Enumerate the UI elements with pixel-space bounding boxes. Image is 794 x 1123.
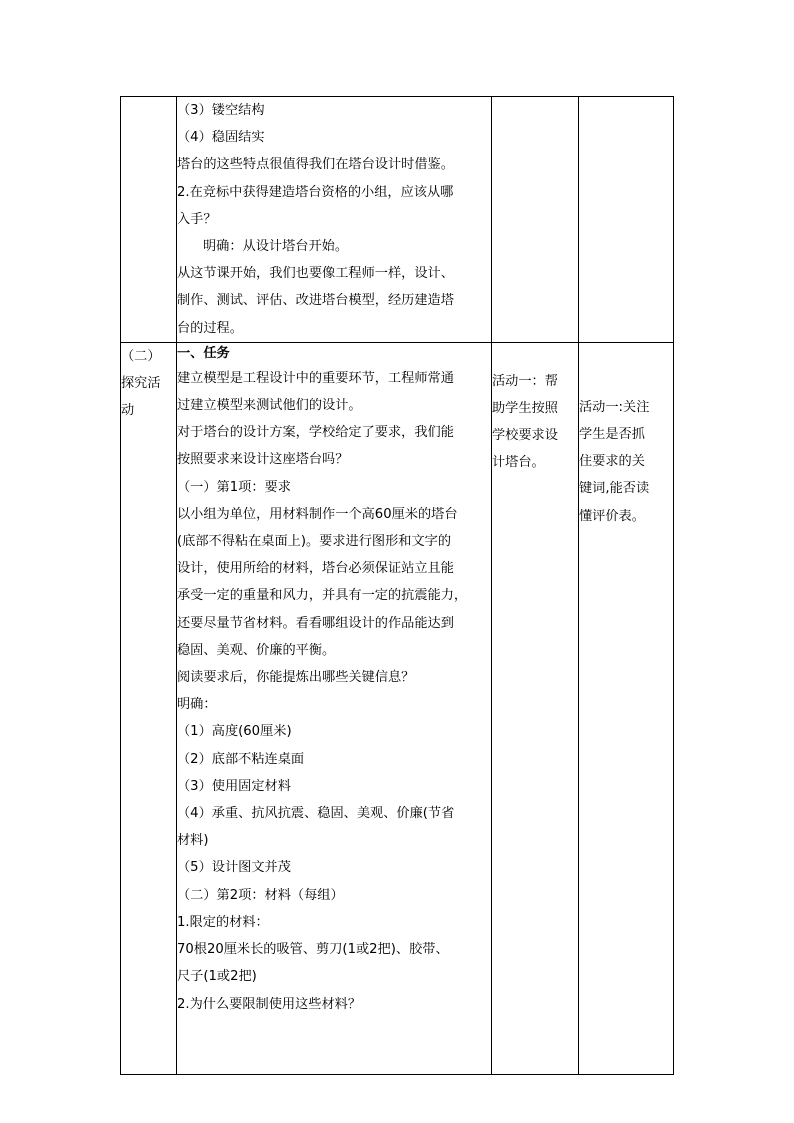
teacher-activity-cell [492, 97, 579, 343]
content-line: 对于塔台的设计方案，学校给定了要求，我们能 [177, 425, 454, 441]
content-line: 明确：从设计塔台开始。 [203, 239, 349, 255]
evaluation-line: 键词,能否读 [579, 481, 650, 497]
content-line: 从这节课开始，我们也要像工程师一样，设计、 [177, 266, 454, 282]
stage-label: 动 [121, 403, 135, 419]
teacher-activity-line: 活动一：帮 [492, 373, 558, 389]
content-line: 材料) [177, 833, 209, 849]
content-line: （4）稳固结实 [177, 130, 265, 146]
content-line: 建立模型是工程设计中的重要环节，工程师常通 [177, 370, 454, 386]
content-line: 制作、测试、评估、改进塔台模型，经历建造塔 [177, 293, 454, 309]
content-line: 入手？ [177, 211, 217, 227]
evaluation-line: 活动一:关注 [579, 399, 650, 415]
teacher-activity-cell [492, 342, 579, 1074]
stage-cell [121, 97, 177, 343]
evaluation-cell [579, 97, 674, 343]
content-line: （3）镂空结构 [177, 103, 265, 118]
section-heading: 一、任务 [177, 345, 230, 361]
content-line: 明确： [177, 697, 217, 713]
teacher-activity-line: 计塔台。 [492, 455, 545, 471]
content-cell [177, 97, 492, 343]
content-line: 塔台的这些特点很值得我们在塔台设计时借鉴。 [177, 157, 454, 173]
stage-label: 探究活 [121, 376, 161, 392]
teacher-activity-line: 学校要求设 [492, 428, 558, 444]
content-line: 过建立模型来测试他们的设计。 [177, 398, 362, 414]
stage-label: （二） [121, 348, 161, 364]
content-cell [177, 342, 492, 1074]
content-line: 2.在竞标中获得建造塔台资格的小组，应该从哪 [177, 184, 454, 200]
content-line: （3）使用固定材料 [177, 778, 291, 794]
evaluation-line: 住要求的关 [579, 454, 645, 470]
lesson-plan-table [120, 96, 674, 1075]
content-line: （2）底部不粘连桌面 [177, 751, 305, 767]
content-line: 70根20厘米长的吸管、剪刀(1或2把)、胶带、 [177, 942, 449, 958]
content-line: 承受一定的重量和风力，并具有一定的抗震能力， [177, 588, 468, 604]
content-line: 1.限定的材料： [177, 914, 269, 930]
content-line: （1）高度(60厘米) [177, 724, 292, 740]
content-line: （一）第1项：要求 [177, 479, 291, 495]
content-line: 稳固、美观、价廉的平衡。 [177, 642, 336, 658]
content-line: 还要尽量节省材料。看看哪组设计的作品能达到 [177, 615, 454, 631]
content-line: 设计，使用所给的材料，塔台必须保证站立且能 [177, 561, 454, 577]
content-line: （5）设计图文并茂 [177, 860, 291, 876]
stage-cell [121, 342, 177, 1074]
evaluation-cell [579, 342, 674, 1074]
content-line: 2.为什么要限制使用这些材料？ [177, 996, 362, 1012]
table-row [121, 342, 674, 1074]
content-line: 以小组为单位，用材料制作一个高60厘米的塔台 [177, 506, 458, 522]
content-line: （二）第2项：材料（每组） [177, 887, 344, 903]
content-line: (底部不得粘在桌面上)。要求进行图形和文字的 [177, 534, 452, 550]
teacher-activity-line: 助学生按照 [492, 401, 558, 417]
evaluation-line: 学生是否抓 [579, 427, 645, 443]
content-line: 按照要求来设计这座塔台吗？ [177, 452, 349, 468]
table-row [121, 97, 674, 343]
content-line: 尺子(1或2把) [177, 969, 257, 985]
content-line: （4）承重、抗风抗震、稳固、美观、价廉(节省 [177, 806, 455, 822]
evaluation-line: 懂评价表。 [579, 508, 645, 524]
content-line: 阅读要求后，你能提炼出哪些关键信息？ [177, 670, 415, 686]
content-line: 台的过程。 [177, 320, 243, 336]
